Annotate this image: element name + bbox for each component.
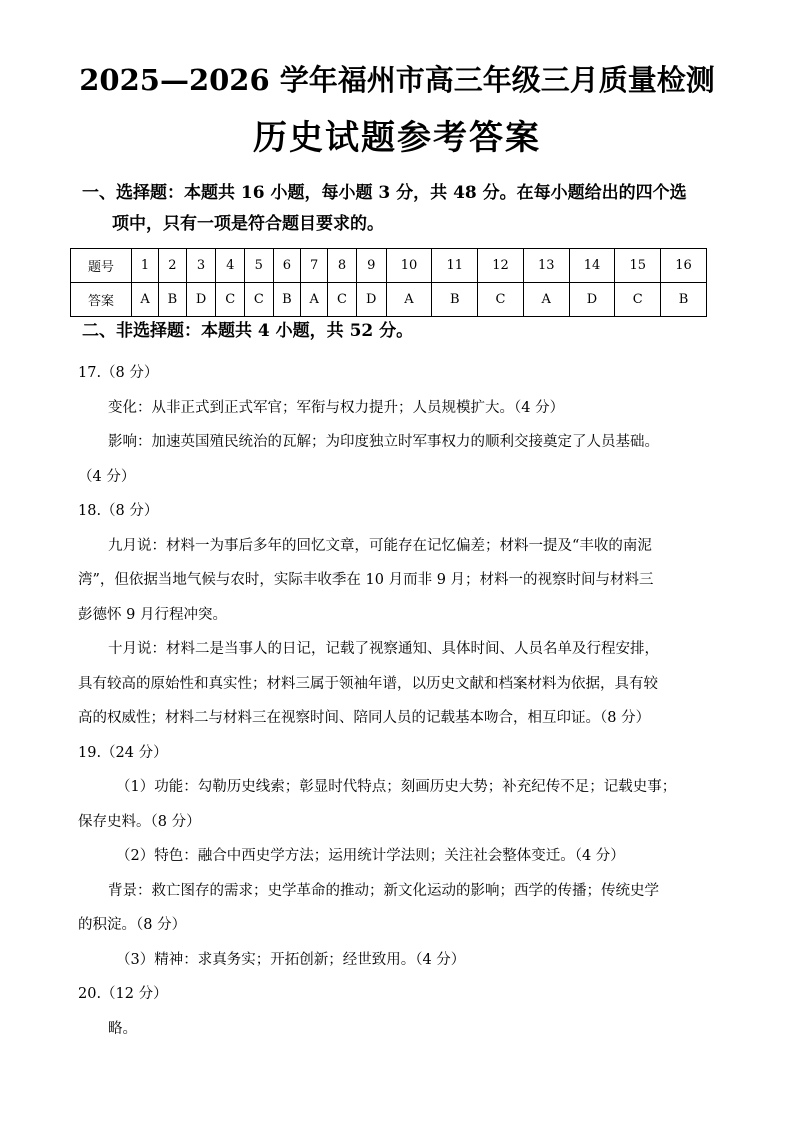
question-number: 5 bbox=[245, 249, 274, 283]
q20-answer: 略。 bbox=[108, 1020, 137, 1037]
question-number: 10 bbox=[386, 249, 432, 283]
q19-part1-line2: 保存史料。（8 分） bbox=[78, 813, 201, 830]
section1-heading-line2: 项中，只有一项是符合题目要求的。 bbox=[112, 214, 384, 234]
q17-impact: 影响：加速英国殖民统治的瓦解；为印度独立时军事权力的顺利交接奠定了人员基础。 bbox=[108, 434, 659, 450]
answer-key-title: 历史试题参考答案 bbox=[253, 118, 541, 158]
answer-table bbox=[70, 248, 707, 317]
answer-cell: C bbox=[615, 283, 661, 317]
section2-body bbox=[78, 356, 718, 1046]
answer-cell: D bbox=[356, 283, 386, 317]
question-number: 6 bbox=[273, 249, 301, 283]
answer-cell: C bbox=[245, 283, 274, 317]
answer-cell: C bbox=[478, 283, 524, 317]
answer-cell: A bbox=[132, 283, 159, 317]
answer-cell: B bbox=[159, 283, 187, 317]
answer-cell: D bbox=[569, 283, 615, 317]
answer-cell: B bbox=[432, 283, 478, 317]
answer-row bbox=[71, 283, 707, 317]
q19-part2-feature: （2）特色：融合中西史学方法；运用统计学法则；关注社会整体变迁。（4 分） bbox=[116, 848, 625, 864]
q18-october-line1: 十月说：材料二是当事人的日记，记载了视察通知、具体时间、人员名单及行程安排， bbox=[108, 641, 659, 657]
q19-part2-background-line1: 背景：救亡图存的需求；史学革命的推动；新文化运动的影响；西学的传播；传统史学 bbox=[108, 882, 659, 899]
question-number: 1 bbox=[132, 249, 159, 283]
question-number: 16 bbox=[661, 249, 707, 283]
section2-heading: 二、非选择题：本题共 4 小题，共 52 分。 bbox=[82, 321, 414, 341]
q17-change: 变化：从非正式到正式军官；军衔与权力提升；人员规模扩大。（4 分） bbox=[108, 399, 565, 416]
answer-cell: A bbox=[523, 283, 569, 317]
q19-part2-background-line2: 的积淀。（8 分） bbox=[78, 917, 187, 933]
q20-heading: 20.（12 分） bbox=[78, 986, 168, 1002]
question-number: 12 bbox=[478, 249, 524, 283]
row-label-answer: 答案 bbox=[71, 283, 132, 317]
q18-september-line2: 湾”，但依据当地气候与农时，实际丰收季在 10 月而非 9 月；材料一的视察时间与材料三 bbox=[78, 572, 654, 588]
q18-september-line3: 彭德怀 9 月行程冲突。 bbox=[78, 606, 227, 623]
q18-october-line2: 具有较高的原始性和真实性；材料三属于领袖年谱，以历史文献和档案材料为依据，具有较 bbox=[78, 675, 658, 692]
answer-cell: B bbox=[661, 283, 707, 317]
answer-cell: B bbox=[273, 283, 301, 317]
q19-part3-spirit: （3）精神：求真务实；开拓创新；经世致用。（4 分） bbox=[116, 951, 466, 968]
answer-cell: A bbox=[301, 283, 328, 317]
question-number: 4 bbox=[216, 249, 245, 283]
answer-cell: A bbox=[386, 283, 432, 317]
answer-cell: C bbox=[328, 283, 357, 317]
q17-impact-score: （4 分） bbox=[78, 468, 136, 485]
question-number: 3 bbox=[186, 249, 216, 283]
question-number: 13 bbox=[523, 249, 569, 283]
section1-heading-line1: 一、选择题：本题共 16 小题，每小题 3 分，共 48 分。在每小题给出的四个选 bbox=[82, 183, 687, 203]
question-number: 11 bbox=[432, 249, 478, 283]
row-label-question: 题号 bbox=[71, 249, 132, 283]
exam-title: 2025—2026 学年福州市高三年级三月质量检测 bbox=[79, 63, 715, 97]
question-number: 8 bbox=[328, 249, 357, 283]
question-number: 14 bbox=[569, 249, 615, 283]
section1-heading bbox=[82, 178, 722, 240]
q18-october-line3: 高的权威性；材料二与材料三在视察时间、陪同人员的记载基本吻合，相互印证。（8 分） bbox=[78, 710, 651, 726]
answer-cell: D bbox=[186, 283, 216, 317]
q17-heading: 17.（8 分） bbox=[78, 365, 159, 381]
question-number-row bbox=[71, 249, 707, 283]
answer-cell: C bbox=[216, 283, 245, 317]
question-number: 15 bbox=[615, 249, 661, 283]
question-number: 9 bbox=[356, 249, 386, 283]
question-number: 7 bbox=[301, 249, 328, 283]
q19-heading: 19.（24 分） bbox=[78, 744, 168, 761]
question-number: 2 bbox=[159, 249, 187, 283]
q18-heading: 18.（8 分） bbox=[78, 503, 159, 519]
q18-september-line1: 九月说：材料一为事后多年的回忆文章，可能存在记忆偏差；材料一提及“丰收的南泥 bbox=[108, 537, 652, 554]
q19-part1-line1: （1）功能：勾勒历史线索；彰显时代特点；刻画历史大势；补充纪传不足；记载史事； bbox=[116, 779, 677, 795]
